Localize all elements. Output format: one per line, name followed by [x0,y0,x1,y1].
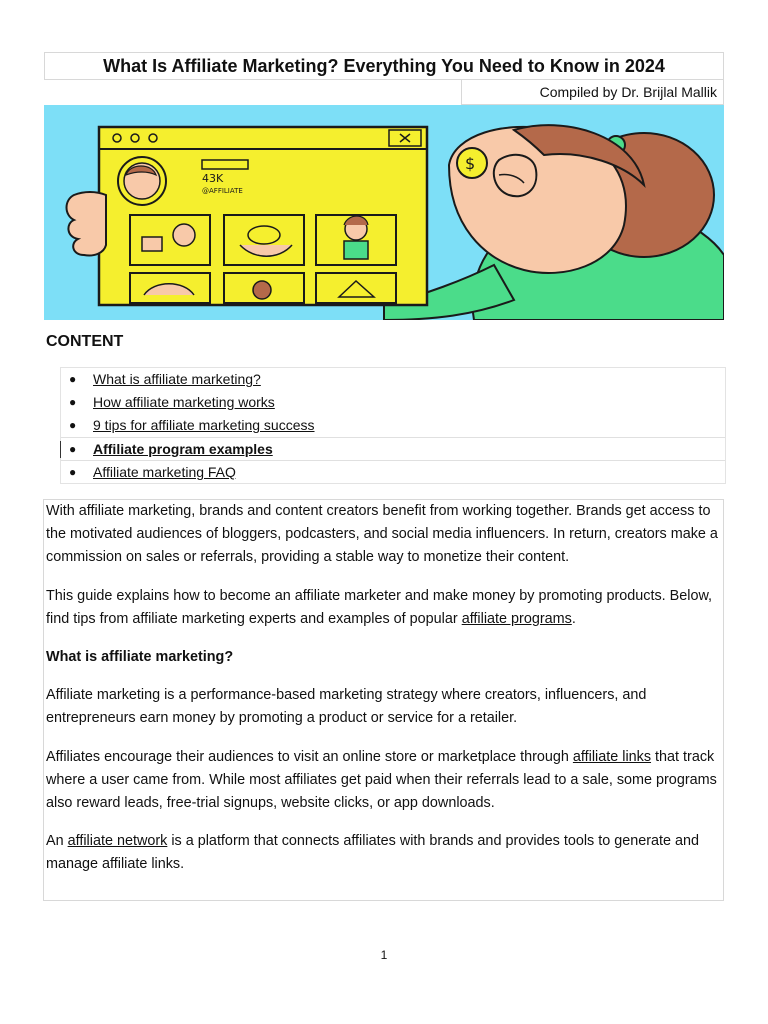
guide-paragraph [46,585,721,631]
guide-text: This guide explains how to become an affiliate marketer and make money by promoting products. Below, find tips from affiliate marketing experts and examples of popular [46,587,713,627]
toc-item-how-it-works [61,391,725,414]
toc-item-what-is [61,368,725,391]
network-paragraph [46,830,721,876]
toc-item-tips [61,414,725,437]
section-heading: What is affiliate marketing? [46,649,234,666]
affiliate-programs-link[interactable]: affiliate programs [461,610,572,627]
definition-paragraph: Affiliate marketing is a performance-based marketing strategy where creators, influencers, and entrepreneurs earn money by promoting a product or service for a retailer. [46,687,647,727]
network-text-end: is a platform that connects affiliates with brands and provides tools to generate and manage affiliate links. [46,833,700,873]
toc-link-how-it-works[interactable]: How affiliate marketing works [93,394,275,410]
intro-paragraph: With affiliate marketing, brands and content creators benefit from working together. Brands get access to the motivated audiences of bloggers, podcasters, and social media influencers. In return, creators make a commission on sales or referrals, providing a stable way to monetize their content. [46,503,718,566]
page-number: 1 [380,948,388,962]
links-text-end: that track where a user came from. While most affiliates get paid when their referrals lead to a sale, some programs also reward leads, free-trial signups, website clicks, or app downloads. [46,748,717,812]
table-of-contents [60,367,726,484]
toc-link-what-is[interactable]: What is affiliate marketing? [93,371,261,387]
toc-item-examples [61,437,725,460]
bullet-icon: ● [69,372,77,386]
toc-link-examples[interactable]: Affiliate program examples [93,441,273,457]
svg-text:@AFFILIATE: @AFFILIATE [202,187,243,195]
guide-text-end: . [571,610,576,627]
bullet-icon: ● [69,418,77,432]
contents-heading: CONTENT [46,333,124,350]
article-body [43,499,724,901]
svg-text:43K: 43K [202,172,224,185]
affiliate-network-link[interactable]: affiliate network [67,833,168,850]
bullet-icon: ● [69,465,77,479]
affiliate-links-link[interactable]: affiliate links [572,748,652,765]
bullet-icon: ● [69,442,77,456]
document-title: What Is Affiliate Marketing? Everything You Need to Know in 2024 [44,52,724,80]
links-paragraph [46,746,721,816]
svg-text:$: $ [465,154,476,173]
toc-link-tips[interactable]: 9 tips for affiliate marketing success [93,417,315,433]
network-text: An [46,833,68,850]
toc-item-faq [61,460,725,483]
bullet-icon: ● [69,395,77,409]
toc-link-faq[interactable]: Affiliate marketing FAQ [93,464,236,480]
author-line: Compiled by Dr. Brijlal Mallik [461,80,724,105]
affiliate-illustration [44,105,724,320]
links-text: Affiliates encourage their audiences to visit an online store or marketplace through [46,748,573,765]
